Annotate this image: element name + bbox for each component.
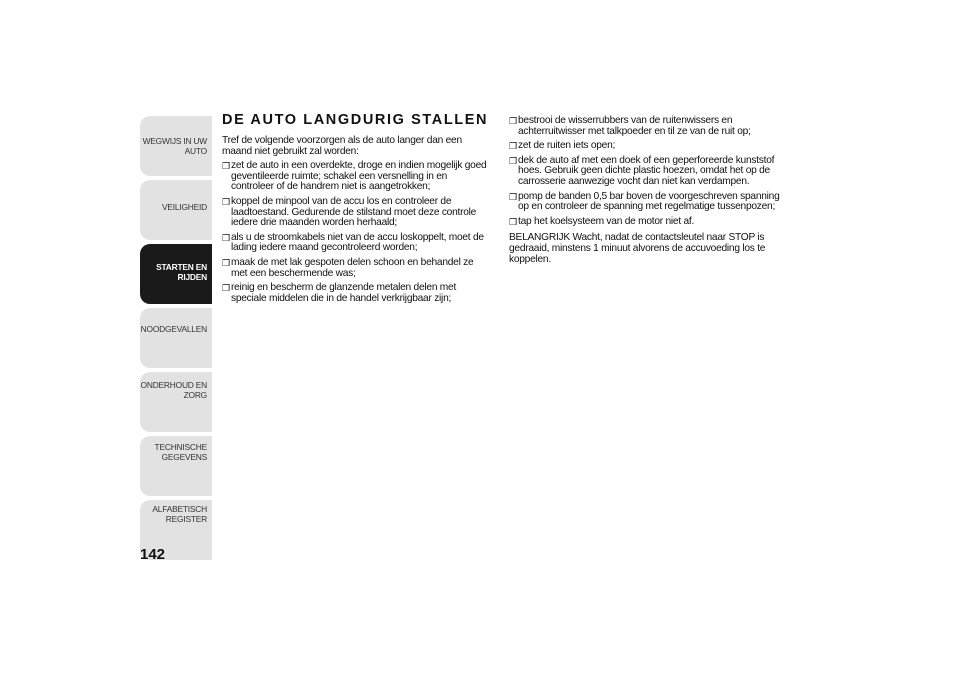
list-item <box>222 197 490 229</box>
left-column <box>222 112 490 308</box>
checkbox-bullet-icon: ❒ <box>509 216 517 227</box>
page-number: 142 <box>140 546 166 563</box>
checkbox-bullet-icon: ❒ <box>509 191 517 202</box>
list-item-text: zet de ruiten iets open; <box>518 140 616 152</box>
checkbox-bullet-icon: ❒ <box>222 257 230 268</box>
tab-label: GEGEVENS <box>161 452 207 462</box>
list-item-text: bestrooi de wisserrubbers van de ruitenwissers en achterruitwisser met talkpoeder en til ze van de ruit op; <box>518 115 751 137</box>
list-item-text: pomp de banden 0,5 bar boven de voorgeschreven spanning op en controleer de spanning met regelmatige tussenpozen; <box>518 190 780 213</box>
tab-label: STARTEN EN <box>156 262 207 272</box>
important-note: BELANGRIJK Wacht, nadat de contactsleutel naar STOP is gedraaid, minstens 1 minuut alvorens de accuvoeding los te koppelen. <box>509 232 766 265</box>
tab-label: WEGWIJS IN UW <box>142 136 207 146</box>
right-column <box>509 116 784 265</box>
checkbox-bullet-icon: ❒ <box>509 155 517 166</box>
checkbox-bullet-icon: ❒ <box>509 141 517 152</box>
tab-onderhoud-en-zorg[interactable] <box>140 372 212 432</box>
page-title: DE AUTO LANGDURIG STALLEN <box>222 112 489 128</box>
tab-label: AUTO <box>184 146 207 156</box>
list-item <box>509 116 784 137</box>
list-item <box>222 161 490 193</box>
list-item-text: koppel de minpool van de accu los en controleer de laadtoestand. Gedurende de stilstand moet deze controle iedere drie maanden worden herhaald; <box>231 195 477 229</box>
right-bullet-list <box>509 116 784 227</box>
list-item-text: dek de auto af met een doek of een geperforeerde kunststof hoes. Gebruik geen dichte plastic hoezen, omdat het op de carrosserie aanwezige vocht dan niet kan verdampen. <box>518 154 775 187</box>
intro-text: Tref de volgende voorzorgen als de auto langer dan een maand niet gebruikt zal worden: <box>222 135 462 157</box>
tab-label: RIJDEN <box>177 272 207 282</box>
list-item-text: reinig en bescherm de glanzende metalen delen met speciale middelen die in de handel verkrijgbaar zijn; <box>231 282 457 304</box>
tab-label: REGISTER <box>165 514 207 524</box>
list-item <box>509 192 784 213</box>
tab-label: VEILIGHEID <box>161 202 207 212</box>
list-item-text: als u de stroomkabels niet van de accu loskoppelt, moet de lading iedere maand gecontroleerd worden; <box>231 231 484 254</box>
tab-wegwijs[interactable] <box>140 116 212 176</box>
tab-starten-en-rijden[interactable] <box>140 244 212 304</box>
tab-technische-gegevens[interactable] <box>140 436 212 496</box>
tab-label: ALFABETISCH <box>152 504 207 514</box>
list-item-text: zet de auto in een overdekte, droge en indien mogelijk goed geventileerde ruimte; schakel een versnelling in en controleer of de handrem niet is aangetrokken; <box>231 160 487 193</box>
list-item <box>222 283 490 304</box>
list-item <box>222 258 490 279</box>
left-bullet-list <box>222 161 490 304</box>
list-item <box>509 141 784 152</box>
checkbox-bullet-icon: ❒ <box>222 283 230 294</box>
checkbox-bullet-icon: ❒ <box>222 232 230 243</box>
tab-label: ONDERHOUD EN <box>140 380 207 390</box>
list-item <box>222 233 490 254</box>
list-item <box>509 156 784 188</box>
tab-veiligheid[interactable] <box>140 180 212 240</box>
list-item <box>509 217 784 228</box>
checkbox-bullet-icon: ❒ <box>509 116 517 126</box>
list-item-text: maak de met lak gespoten delen schoon en behandel ze met een beschermende was; <box>231 256 474 279</box>
tab-label: NOODGEVALLEN <box>140 324 207 334</box>
checkbox-bullet-icon: ❒ <box>222 161 230 172</box>
tab-label: ZORG <box>183 390 207 400</box>
list-item-text: tap het koelsysteem van de motor niet af. <box>518 215 695 227</box>
tab-noodgevallen[interactable] <box>140 308 212 368</box>
checkbox-bullet-icon: ❒ <box>222 196 230 207</box>
tab-label: TECHNISCHE <box>154 442 207 452</box>
